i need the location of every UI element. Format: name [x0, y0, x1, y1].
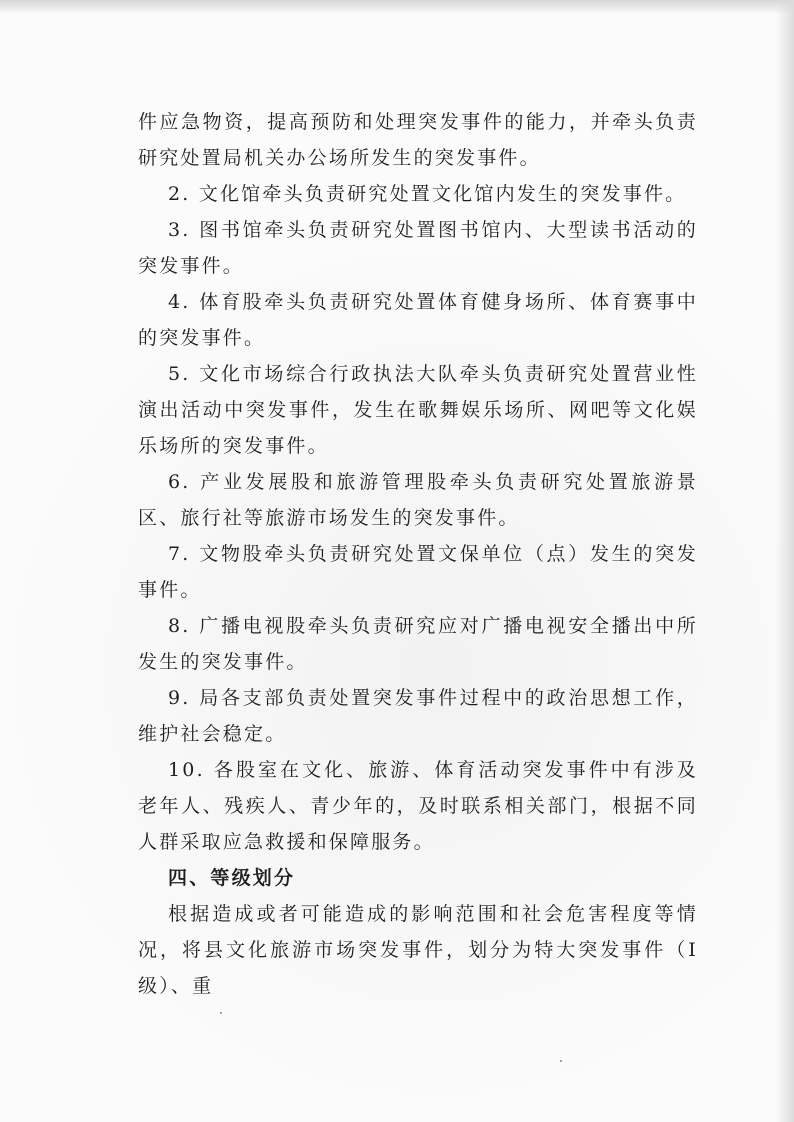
list-item-2: 2. 文化馆牵头负责研究处置文化馆内发生的突发事件。	[168, 183, 687, 205]
paragraph-continuation: 件应急物资，提高预防和处理突发事件的能力，并牵头负责研究处置局机关办公场所发生的突发事件。	[138, 111, 698, 169]
list-item-7: 7. 文物股牵头负责研究处置文保单位（点）发生的突发事件。	[138, 543, 698, 601]
scan-shadow-right	[776, 0, 794, 1122]
scan-speck	[220, 1012, 222, 1014]
list-item-10: 10. 各股室在文化、旅游、体育活动突发事件中有涉及老年人、残疾人、青少年的，及时联系相关部门，根据不同人群采取应急救援和保障服务。	[138, 759, 698, 853]
list-item-6: 6. 产业发展股和旅游管理股牵头负责研究处置旅游景区、旅行社等旅游市场发生的突发事件。	[138, 471, 698, 529]
scan-shadow-top	[0, 0, 794, 14]
section-heading: 四、等级划分	[168, 867, 296, 889]
scan-speck	[560, 1060, 562, 1062]
list-item-9: 9. 局各支部负责处置突发事件过程中的政治思想工作，维护社会稳定。	[138, 687, 698, 745]
list-item-3: 3. 图书馆牵头负责研究处置图书馆内、大型读书活动的突发事件。	[138, 219, 698, 277]
section-paragraph: 根据造成或者可能造成的影响范围和社会危害程度等情况，将县文化旅游市场突发事件，划分为特大突发事件（Ⅰ级）、重	[138, 903, 698, 997]
list-item-5: 5. 文化市场综合行政执法大队牵头负责研究处置营业性演出活动中突发事件，发生在歌舞娱乐场所、网吧等文化娱乐场所的突发事件。	[138, 363, 698, 457]
document-body	[138, 104, 698, 1004]
list-item-4: 4. 体育股牵头负责研究处置体育健身场所、体育赛事中的突发事件。	[138, 291, 698, 349]
list-item-8: 8. 广播电视股牵头负责研究应对广播电视安全播出中所发生的突发事件。	[138, 615, 698, 673]
